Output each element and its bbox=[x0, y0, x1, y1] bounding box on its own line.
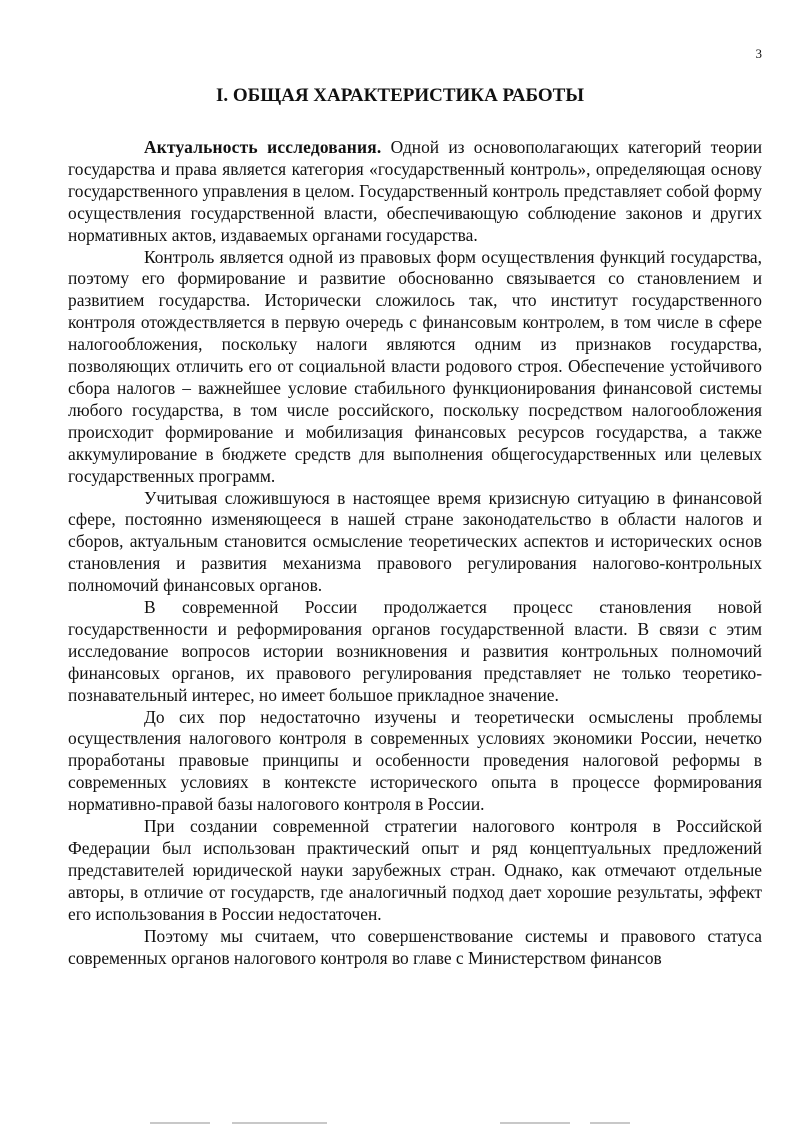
section-title: I. ОБЩАЯ ХАРАКТЕРИСТИКА РАБОТЫ bbox=[216, 85, 584, 106]
relevance-text: Одной из основополагающих категорий теории государства и права является категория «государственный контроль», определяющая основу государственного управления в целом. Государственный контроль представляет собой форму осуществления государственной власти, обеспечивающую соблюдение законов и других нормативных актов, издаваемых органами государства. bbox=[68, 137, 762, 245]
paragraph-control-forms: Контроль является одной из правовых форм осуществления функций государства, поэтому его формирование и развитие обоснованно связывается со становлением и развитием государства. Исторически сложилось так, что институт государственного контроля отождествляется в первую очередь с финансовым контролем, в том числе в сфере налогообложения, поскольку налоги являются одним из признаков государства, позволяющих отличить его от социальной власти родового строя. Обеспечение устойчивого сбора налогов – важнейшее условие стабильного функционирования финансовой системы любого государства, в том числе российского, поскольку посредством налогообложения происходит формирование и мобилизация финансовых ресурсов государства, а также аккумулирование в бюджете средств для выполнения общегосударственных или целевых государственных программ. bbox=[68, 246, 762, 486]
paragraph-modern-russia: В современной России продолжается процесс становления новой государственности и реформирования органов государственной власти. В связи с этим исследование вопросов истории возникновения и развития контрольных полномочий финансовых органов, их правового регулирования представляет не только теоретико-познавательный интерес, но имеет большое прикладное значение. bbox=[68, 597, 762, 705]
paragraph-strategy: При создании современной стратегии налогового контроля в Российской Федерации был использован практический опыт и ряд концептуальных предложений представителей юридической науки зарубежных стран. Однако, как отмечают отдельные авторы, в отличие от государств, где аналогичный подход дает хорошие результаты, эффект его использования в России недостаточен. bbox=[68, 816, 762, 924]
document-body bbox=[68, 137, 762, 969]
scan-mark bbox=[232, 1122, 327, 1124]
paragraph-relevance bbox=[68, 137, 762, 247]
scan-mark bbox=[150, 1122, 210, 1124]
relevance-heading: Актуальность исследования. bbox=[144, 137, 382, 157]
page-number: 3 bbox=[755, 46, 762, 61]
scan-artifacts bbox=[0, 1122, 800, 1126]
scan-mark bbox=[500, 1122, 570, 1124]
paragraph-crisis: Учитывая сложившуюся в настоящее время кризисную ситуацию в финансовой сфере, постоянно изменяющееся в нашей стране законодательство в области налогов и сборов, актуальным становится осмысление теоретических аспектов и исторических основ становления и развития механизма правового регулирования налогово-контрольных полномочий финансовых органов. bbox=[68, 487, 762, 596]
paragraph-problems: До сих пор недостаточно изучены и теоретически осмыслены проблемы осуществления налогового контроля в современных условиях экономики России, нечетко проработаны правовые принципы и особенности проведения налоговой реформы в современных условиях в контексте исторического опыта в процессе формирования нормативно-правой базы налогового контроля в России. bbox=[68, 706, 762, 815]
scan-mark bbox=[590, 1122, 630, 1124]
paragraph-conclusion: Поэтому мы считаем, что совершенствование системы и правового статуса современных органов налогового контроля во главе с Министерством финансов bbox=[68, 925, 762, 968]
